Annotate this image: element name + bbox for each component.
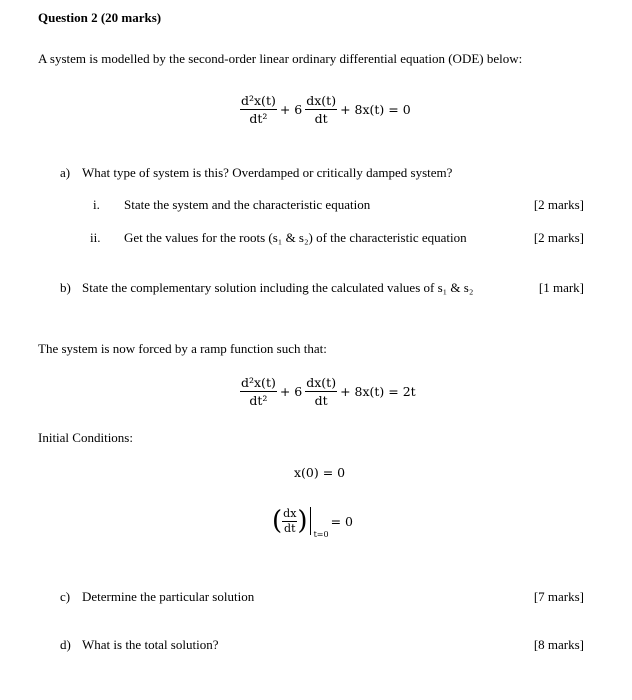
part-a-text: What type of system is this? Overdamped or critically damped system?: [82, 165, 453, 180]
ic2-rest: = 0: [330, 513, 353, 529]
fraction-numerator: dx(t): [306, 93, 337, 108]
second-derivative-fraction: [240, 375, 277, 408]
part-a-label: a): [60, 165, 71, 180]
evaluation-bar: [310, 507, 329, 539]
part-b-label: b): [60, 280, 71, 295]
fraction-denominator: dt: [284, 521, 296, 535]
forced-ode-equation: [240, 375, 419, 408]
part-c-label: c): [60, 589, 71, 604]
intro-text: A system is modelled by the second-order linear ordinary differential equation (ODE) below:: [38, 51, 523, 66]
part-a-i-marks: [2 marks]: [533, 197, 584, 212]
part-a-i-number: i.: [93, 197, 100, 212]
fraction-denominator: dt: [314, 393, 328, 408]
first-derivative-fraction: [305, 375, 337, 408]
fraction-numerator: dx(t): [306, 375, 337, 390]
equation-rest: + 8x(t) = 2t: [340, 384, 416, 399]
part-a-i-text: State the system and the characteristic equation: [124, 197, 371, 212]
fraction-denominator: dt²: [249, 393, 268, 408]
derivative-fraction: [282, 508, 297, 535]
left-paren: (: [272, 506, 283, 536]
right-paren: ): [297, 506, 308, 536]
initial-condition-1: x(0) = 0: [294, 465, 346, 480]
question-title: Question 2 (20 marks): [38, 10, 162, 25]
part-d-label: d): [60, 637, 71, 652]
forced-text: The system is now forced by a ramp function such that:: [38, 341, 327, 356]
equation-operator: + 6: [279, 102, 303, 117]
equation-rest: + 8x(t) = 0: [340, 102, 411, 117]
part-b-marks: [1 mark]: [538, 280, 584, 295]
part-c-marks: [7 marks]: [533, 589, 584, 604]
part-c-text: Determine the particular solution: [82, 589, 255, 604]
fraction-numerator: d²x(t): [241, 375, 276, 390]
fraction-denominator: dt²: [249, 111, 268, 126]
ode-equation: [240, 93, 414, 126]
fraction-numerator: d²x(t): [241, 93, 276, 108]
fraction-denominator: dt: [314, 111, 328, 126]
part-a-ii-marks: [2 marks]: [533, 230, 584, 245]
fraction-numerator: dx: [283, 506, 297, 520]
initial-conditions-label: Initial Conditions:: [38, 430, 133, 445]
part-d-text: What is the total solution?: [82, 637, 219, 652]
evaluation-subscript: t=0: [313, 530, 329, 539]
part-d-marks: [8 marks]: [533, 637, 584, 652]
part-a-ii-text: Get the values for the roots (s₁ & s₂) of the characteristic equation: [124, 230, 467, 245]
first-derivative-fraction: [305, 93, 337, 126]
second-derivative-fraction: [240, 93, 277, 126]
part-a-ii-number: ii.: [90, 230, 101, 245]
equation-operator: + 6: [279, 384, 303, 399]
part-b-text: State the complementary solution including the calculated values of s₁ & s₂: [82, 280, 474, 295]
initial-condition-2: [272, 506, 353, 539]
